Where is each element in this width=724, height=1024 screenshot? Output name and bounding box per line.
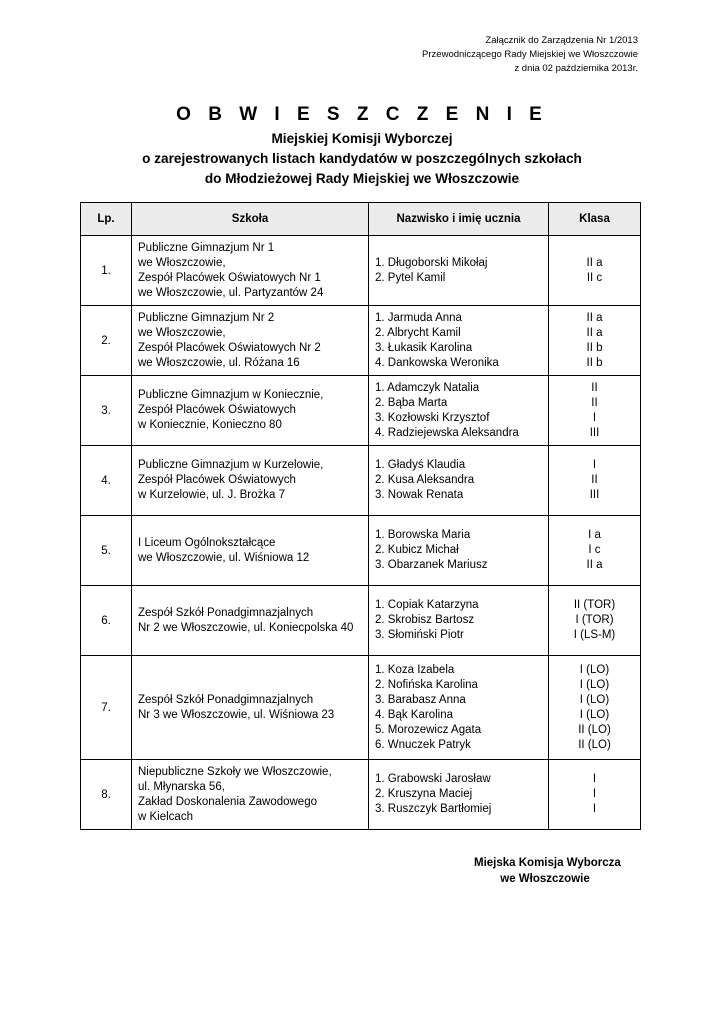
school-line: Nr 3 we Włoszczowie, ul. Wiśniowa 23 — [138, 708, 335, 721]
signature-line: we Włoszczowie — [500, 873, 590, 885]
school-line: Zespół Szkół Ponadgimnazjalnych — [138, 606, 314, 619]
header-school: Szkoła — [132, 203, 369, 236]
class-label: I a — [588, 529, 601, 541]
cell-school — [132, 236, 369, 306]
student-name: 4. Bąk Karolina — [375, 708, 453, 721]
cell-school — [132, 376, 369, 446]
cell-lp: 3. — [81, 376, 132, 446]
cell-students — [369, 446, 549, 516]
class-label: II — [591, 474, 598, 486]
header-lp: Lp. — [81, 203, 132, 236]
student-name: 4. Radziejewska Aleksandra — [375, 426, 519, 439]
cell-school — [132, 586, 369, 656]
school-line: we Włoszczowie, ul. Różana 16 — [138, 356, 300, 369]
cell-students — [369, 236, 549, 306]
cell-classes — [549, 236, 641, 306]
class-label: II b — [586, 356, 603, 369]
student-name: 5. Morozewicz Agata — [375, 723, 482, 736]
student-name: 1. Jarmuda Anna — [375, 311, 462, 324]
cell-classes — [549, 656, 641, 760]
class-label: II — [591, 396, 598, 409]
student-name: 1. Borowska Maria — [375, 529, 471, 541]
signature-line: Miejska Komisja Wyborcza — [474, 857, 621, 869]
class-label: III — [589, 426, 600, 439]
title-block — [0, 104, 724, 188]
school-line: Zespół Placówek Oświatowych Nr 2 — [138, 341, 321, 354]
school-line: we Włoszczowie, ul. Wiśniowa 12 — [138, 551, 310, 564]
cell-students — [369, 656, 549, 760]
cell-school — [132, 656, 369, 760]
class-label: I (TOR) — [575, 614, 614, 626]
school-line: Publiczne Gimnazjum Nr 1 — [138, 241, 275, 254]
subtitle-line: do Młodzieżowej Rady Miejskiej we Włoszczowie — [204, 171, 520, 186]
student-name: 4. Dankowska Weronika — [375, 356, 499, 369]
table-row — [81, 586, 641, 656]
student-name: 3. Słomiński Piotr — [375, 629, 464, 641]
student-name: 1. Copiak Katarzyna — [375, 599, 479, 611]
header-note-line: z dnia 02 października 2013r. — [514, 63, 638, 74]
class-label: II a — [586, 326, 603, 339]
student-name: 2. Nofińska Karolina — [375, 678, 478, 691]
student-name: 3. Ruszczyk Bartłomiej — [375, 803, 492, 815]
header-note-line: Załącznik do Zarządzenia Nr 1/2013 — [485, 35, 638, 46]
student-name: 2. Albrycht Kamil — [375, 326, 461, 339]
student-name: 3. Kozłowski Krzysztof — [375, 411, 490, 424]
cell-classes — [549, 586, 641, 656]
school-line: w Kurzelowie, ul. J. Brożka 7 — [138, 489, 286, 501]
class-label: II b — [586, 341, 603, 354]
table-row — [81, 760, 641, 830]
cell-students — [369, 376, 549, 446]
school-line: w Koniecznie, Konieczno 80 — [138, 419, 282, 431]
student-name: 2. Pytel Kamil — [375, 271, 446, 284]
class-label: I (LO) — [579, 693, 610, 706]
student-name: 1. Gładyś Klaudia — [375, 459, 466, 471]
student-name: 2. Kruszyna Maciej — [375, 788, 473, 800]
header-student-name: Nazwisko i imię ucznia — [369, 203, 549, 236]
cell-school — [132, 760, 369, 830]
cell-classes — [549, 760, 641, 830]
candidates-table — [80, 202, 641, 830]
cell-students — [369, 306, 549, 376]
table-row — [81, 376, 641, 446]
school-line: w Kielcach — [138, 810, 193, 823]
cell-lp: 4. — [81, 446, 132, 516]
cell-lp: 5. — [81, 516, 132, 586]
class-label: I (LO) — [579, 708, 610, 721]
school-line: ul. Młynarska 56, — [138, 780, 225, 793]
cell-lp: 2. — [81, 306, 132, 376]
school-line: Nr 2 we Włoszczowie, ul. Koniecpolska 40 — [138, 621, 354, 634]
school-line: I Liceum Ogólnokształcące — [138, 536, 276, 549]
school-line: Zespół Placówek Oświatowych — [138, 404, 296, 416]
cell-students — [369, 760, 549, 830]
cell-school — [132, 306, 369, 376]
table-header-row — [81, 203, 641, 236]
class-label: I (LO) — [579, 678, 610, 691]
class-label: II a — [586, 256, 603, 269]
class-label: II a — [586, 311, 603, 324]
student-name: 3. Nowak Renata — [375, 489, 464, 501]
page-title: O B W I E S Z C Z E N I E — [176, 104, 548, 125]
table-row — [81, 516, 641, 586]
school-line: Publiczne Gimnazjum w Koniecznie, — [138, 389, 324, 401]
table-row — [81, 446, 641, 516]
cell-lp: 7. — [81, 656, 132, 760]
school-line: Zespół Szkół Ponadgimnazjalnych — [138, 693, 314, 706]
class-label: I — [592, 773, 597, 785]
student-name: 1. Adamczyk Natalia — [375, 381, 480, 394]
school-line: we Włoszczowie, ul. Partyzantów 24 — [138, 286, 324, 299]
subtitle-line: Miejskiej Komisji Wyborczej — [271, 131, 453, 146]
class-label: II (LO) — [578, 738, 611, 751]
school-line: Zespół Placówek Oświatowych Nr 1 — [138, 271, 321, 284]
student-name: 2. Bąba Marta — [375, 396, 448, 409]
table-row — [81, 656, 641, 760]
student-name: 3. Obarzanek Mariusz — [375, 559, 488, 571]
header-class: Klasa — [549, 203, 641, 236]
header-note-line: Przewodniczącego Rady Miejskiej we Włoszczowie — [422, 49, 638, 60]
cell-students — [369, 516, 549, 586]
class-label: I (LO) — [579, 663, 610, 676]
student-name: 2. Kubicz Michał — [375, 544, 459, 556]
school-line: Niepubliczne Szkoły we Włoszczowie, — [138, 765, 332, 778]
student-name: 1. Grabowski Jarosław — [375, 773, 491, 785]
student-name: 3. Łukasik Karolina — [375, 341, 473, 354]
subtitle-line: o zarejestrowanych listach kandydatów w poszczególnych szkołach — [142, 151, 582, 166]
class-label: II (LO) — [578, 723, 611, 736]
cell-classes — [549, 446, 641, 516]
table-row — [81, 236, 641, 306]
cell-lp: 8. — [81, 760, 132, 830]
class-label: I — [592, 411, 597, 424]
class-label: II (TOR) — [573, 599, 616, 611]
cell-lp: 1. — [81, 236, 132, 306]
cell-classes — [549, 516, 641, 586]
cell-classes — [549, 306, 641, 376]
class-label: I — [592, 459, 597, 471]
school-line: Zespół Placówek Oświatowych — [138, 474, 296, 486]
student-name: 3. Barabasz Anna — [375, 693, 466, 706]
class-label: II c — [586, 271, 603, 284]
class-label: I c — [588, 544, 601, 556]
cell-school — [132, 446, 369, 516]
school-line: Zakład Doskonalenia Zawodowego — [138, 795, 317, 808]
student-name: 1. Długoborski Mikołaj — [375, 256, 488, 269]
class-label: II a — [586, 559, 603, 571]
cell-lp: 6. — [81, 586, 132, 656]
class-label: I — [592, 788, 597, 800]
cell-classes — [549, 376, 641, 446]
school-line: Publiczne Gimnazjum Nr 2 — [138, 311, 275, 324]
school-line: we Włoszczowie, — [138, 256, 226, 269]
class-label: II — [591, 381, 598, 394]
class-label: III — [589, 489, 600, 501]
table-row — [81, 306, 641, 376]
school-line: Publiczne Gimnazjum w Kurzelowie, — [138, 459, 324, 471]
student-name: 1. Koza Izabela — [375, 663, 455, 676]
class-label: I (LS-M) — [573, 629, 616, 641]
student-name: 6. Wnuczek Patryk — [375, 738, 471, 751]
school-line: we Włoszczowie, — [138, 326, 226, 339]
table-body — [81, 236, 641, 830]
cell-students — [369, 586, 549, 656]
class-label: I — [592, 803, 597, 815]
header-note — [422, 34, 638, 76]
student-name: 2. Kusa Aleksandra — [375, 474, 475, 486]
signature — [474, 855, 621, 887]
cell-school — [132, 516, 369, 586]
student-name: 2. Skrobisz Bartosz — [375, 614, 475, 626]
